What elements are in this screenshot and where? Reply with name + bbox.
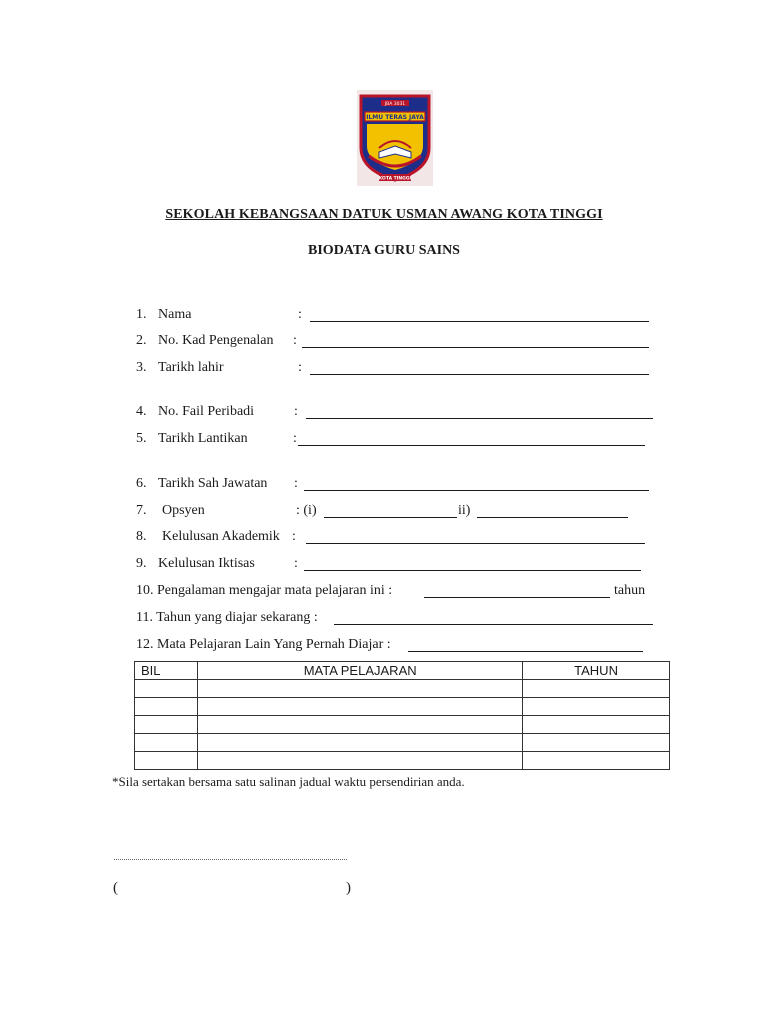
table-cell[interactable]: [198, 716, 523, 734]
table-header-row: [135, 662, 670, 680]
table-row: [135, 752, 670, 770]
nama-input-line[interactable]: [310, 321, 649, 322]
field-colon: :: [292, 529, 296, 544]
field-colon: :: [293, 431, 297, 446]
table-cell[interactable]: [198, 752, 523, 770]
unit-label: tahun: [614, 583, 646, 598]
field-number: 3.: [136, 360, 147, 375]
table-cell[interactable]: [523, 734, 670, 752]
field-label: Tarikh Sah Jawatan: [158, 476, 268, 491]
tahun-diajar-input-line[interactable]: [334, 624, 653, 625]
table-cell[interactable]: [135, 698, 198, 716]
school-crest-logo: [357, 90, 433, 186]
attachment-note: *Sila sertakan bersama satu salinan jadual waktu persendirian anda.: [112, 774, 465, 789]
mata-pelajaran-lain-input-line[interactable]: [408, 651, 643, 652]
opsyen-second-label: ii): [458, 503, 471, 518]
field-number: 5.: [136, 431, 147, 446]
table-row: [135, 716, 670, 734]
kelulusan-iktisas-input-line[interactable]: [304, 570, 641, 571]
kelulusan-akademik-input-line[interactable]: [306, 543, 645, 544]
field-label: No. Kad Pengenalan: [158, 333, 274, 348]
pengalaman-input-line[interactable]: [424, 597, 610, 598]
document-title: BIODATA GURU SAINS: [308, 243, 460, 258]
field-label: No. Fail Peribadi: [158, 404, 255, 419]
svg-text:JBA 3031: JBA 3031: [384, 102, 406, 107]
field-colon: :: [294, 556, 298, 571]
field-colon: :: [293, 333, 297, 348]
table-cell[interactable]: [135, 752, 198, 770]
field-number: 7.: [136, 503, 147, 518]
svg-text:ILMU TERAS JAYA: ILMU TERAS JAYA: [366, 114, 424, 121]
table-cell[interactable]: [198, 698, 523, 716]
field-label: Opsyen: [162, 503, 205, 518]
field-label: Tarikh lahir: [158, 360, 224, 375]
table-cell[interactable]: [135, 716, 198, 734]
field-number: 4.: [136, 404, 147, 419]
table-row: [135, 698, 670, 716]
field-label: Nama: [158, 307, 192, 322]
field-colon: :: [294, 404, 298, 419]
field-colon: :: [298, 360, 302, 375]
kad-pengenalan-input-line[interactable]: [302, 347, 649, 348]
field-label: Kelulusan Akademik: [162, 529, 280, 544]
field-label: 12. Mata Pelajaran Lain Yang Pernah Diajar :: [136, 637, 391, 652]
table-cell[interactable]: [523, 752, 670, 770]
school-name: SEKOLAH KEBANGSAAN DATUK USMAN AWANG KOTA TINGGI: [165, 207, 603, 222]
field-label: 11. Tahun yang diajar sekarang :: [136, 610, 318, 625]
field-label: 10. Pengalaman mengajar mata pelajaran ini :: [136, 583, 393, 598]
field-colon: :: [298, 307, 302, 322]
signature-line[interactable]: [114, 859, 347, 860]
tarikh-sah-jawatan-input-line[interactable]: [304, 490, 649, 491]
fail-peribadi-input-line[interactable]: [306, 418, 653, 419]
name-close-paren: ): [346, 880, 351, 896]
table-cell[interactable]: [198, 680, 523, 698]
field-number: 8.: [136, 529, 147, 544]
table-cell[interactable]: [523, 716, 670, 734]
svg-text:KOTA TINGGI: KOTA TINGGI: [378, 176, 412, 182]
opsyen-2-input-line[interactable]: [477, 517, 628, 518]
table-cell[interactable]: [523, 680, 670, 698]
field-label: Kelulusan Iktisas: [158, 556, 255, 571]
field-label: Tarikh Lantikan: [158, 431, 248, 446]
name-open-paren: (: [113, 880, 118, 896]
table-cell[interactable]: [135, 680, 198, 698]
tarikh-lantikan-input-line[interactable]: [298, 445, 645, 446]
field-number: 6.: [136, 476, 147, 491]
table-row: [135, 734, 670, 752]
table-cell[interactable]: [523, 698, 670, 716]
field-colon: : (i): [296, 503, 317, 518]
field-number: 1.: [136, 307, 147, 322]
subjects-table: [134, 661, 670, 770]
field-number: 2.: [136, 333, 147, 348]
column-header-tahun: TAHUN: [523, 662, 670, 680]
column-header-bil: BIL: [135, 662, 198, 680]
table-row: [135, 680, 670, 698]
field-number: 9.: [136, 556, 147, 571]
table-cell[interactable]: [135, 734, 198, 752]
table-cell[interactable]: [198, 734, 523, 752]
opsyen-1-input-line[interactable]: [324, 517, 457, 518]
field-colon: :: [294, 476, 298, 491]
tarikh-lahir-input-line[interactable]: [310, 374, 649, 375]
column-header-mata-pelajaran: MATA PELAJARAN: [198, 662, 523, 680]
